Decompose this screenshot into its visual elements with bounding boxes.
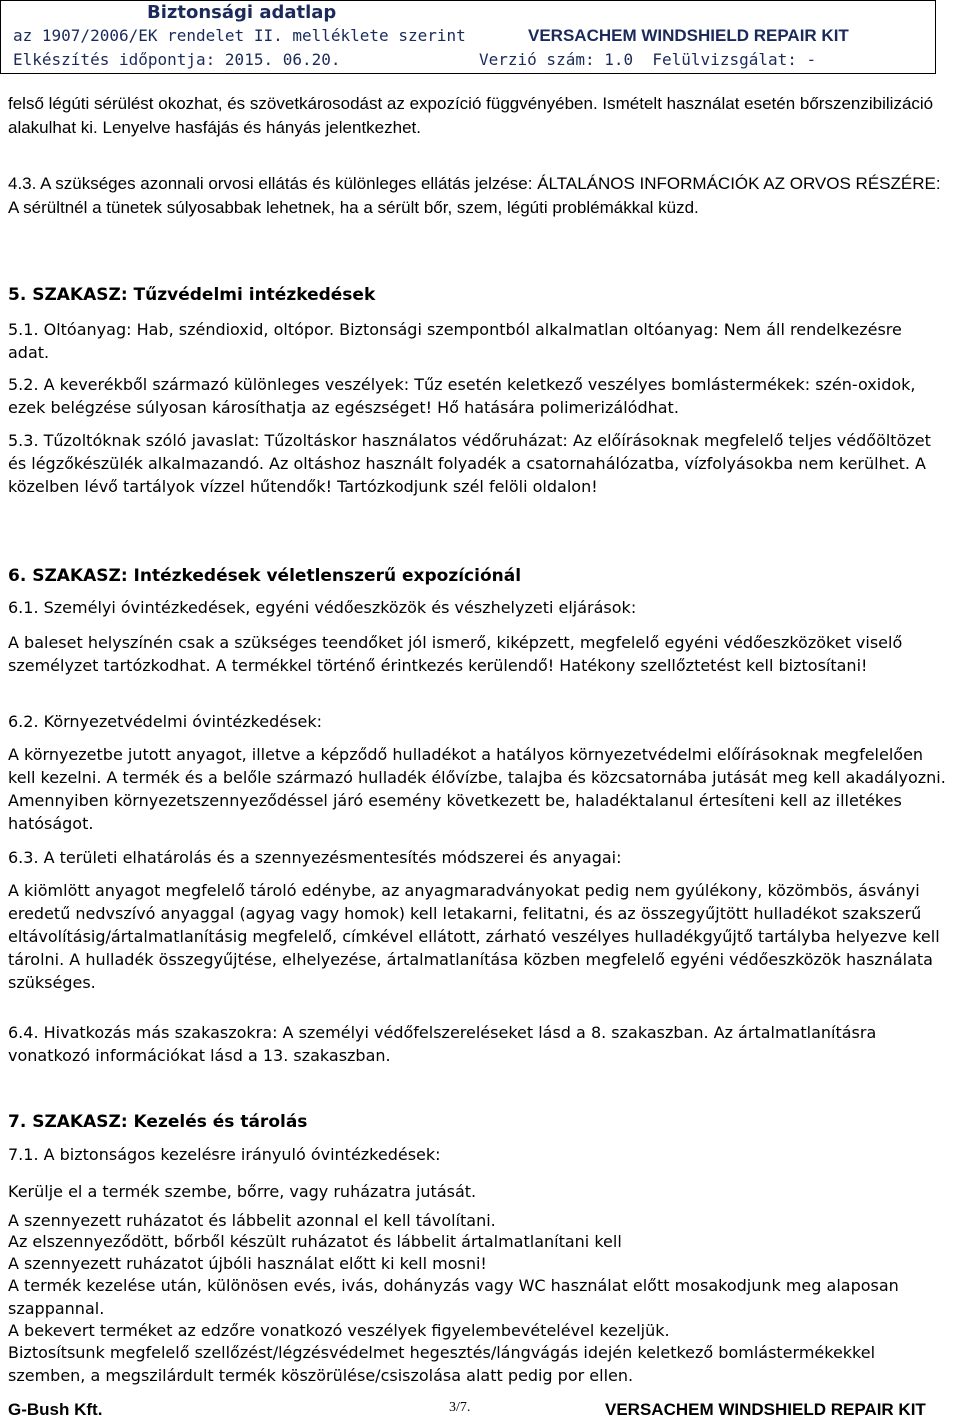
paragraph-7-1-a: Kerülje el a termék szembe, bőrre, vagy ruházatra jutását. [8,1182,477,1201]
paragraph-4-3: 4.3. A szükséges azonnali orvosi ellátás és különleges ellátás jelzése: ÁLTALÁNOS INFORMÁCIÓK AZ ORVOS RÉSZÉRE: A sérültnél a tünetek súlyosabbak lehetnek, ha a sérült bőr, szem, légúti problémákkal küzd. [8,174,941,217]
product-name: VERSACHEM WINDSHIELD REPAIR KIT [528,26,849,45]
paragraph-5-2: 5.2. A keverékből származó különleges veszélyek: Tűz esetén keletkező veszélyes bomlástermékek: szén-oxidok, ezek belégzése súlyosan károsíthatja az egészséget! Hő hatására polimerizálódhat. [8,375,916,417]
paragraph-6-1: 6.1. Személyi óvintézkedések, egyéni védőeszközök és vészhelyzeti eljárások: [8,598,637,617]
paragraph-7-1: 7.1. A biztonságos kezelésre irányuló óvintézkedések: [8,1145,441,1164]
document-header [0,0,936,74]
paragraph-7-1-b: A szennyezett ruházatot és lábbelit azonnal el kell távolítani. [8,1211,496,1230]
paragraph-7-1-e: A termék kezelése után, különösen evés, ivás, dohányzás vagy WC használat előtt mosakodjunk meg alaposan szappannal. [8,1276,899,1318]
paragraph-4-2-cont: felső légúti sérülést okozhat, és szövetkárosodást az expozíció függvényében. Ismételt használat esetén bőrszenzibilizáció alakulhat ki. Lenyelve hasfájás és hányás jelentkezhet. [8,94,934,137]
paragraph-6-2-body: A környezetbe jutott anyagot, illetve a képződő hulladékot a hatályos környezetvédelmi előírásoknak megfelelően kell kezelni. A termék és a belőle származó hulladék élővízbe, talajba és közcsatornába jutását meg kell akadályozni. Amennyiben környezetszennyeződéssel járó esemény következett be, haladéktalanul értesíteni kell az illetékes hatóságot. [8,745,946,833]
paragraph-7-1-f: A bekevert terméket az edzőre vonatkozó veszélyek figyelembevételével kezeljük. [8,1321,670,1340]
paragraph-6-4: 6.4. Hivatkozás más szakaszokra: A személyi védőfelszereléseket lásd a 8. szakaszban. Az ártalmatlanításra vonatkozó információkat lásd a 13. szakaszban. [8,1023,877,1065]
footer-company: G-Bush Kft. [8,1400,103,1419]
footer-product: VERSACHEM WINDSHIELD REPAIR KIT [605,1400,926,1419]
paragraph-5-1: 5.1. Oltóanyag: Hab, széndioxid, oltópor. Biztonsági szempontból alkalmatlan oltóanyag: Nem áll rendelkezésre adat. [8,320,902,362]
version-info: Verzió szám: 1.0 Felülvizsgálat: - [479,50,817,69]
paragraph-7-1-d: A szennyezett ruházatot újbóli használat előtt ki kell mosni! [8,1254,487,1273]
paragraph-5-3: 5.3. Tűzoltóknak szóló javaslat: Tűzoltáskor használatos védőruházat: Az előírásoknak megfelelő teljes védőöltözet és légzőkészülék alkalmazandó. Az oltáshoz használt folyadék a csatornahálózatba, vízfolyásokba nem kerülhet. A közelben lévő tartályok vízzel hűtendők! Tartózkodjunk szél felöli oldalon! [8,431,931,496]
paragraph-6-1-body: A baleset helyszínén csak a szükséges teendőket jól ismerő, kiképzett, megfelelő egyéni védőeszközöket viselő személyzet tartózkodhat. A termékkel történő érintkezés kerülendő! Hatékony szellőztetést kell biztosítani! [8,633,903,675]
sheet-title: Biztonsági adatlap [147,2,337,23]
section-7-heading: 7. SZAKASZ: Kezelés és tárolás [8,1112,308,1132]
section-5-heading: 5. SZAKASZ: Tűzvédelmi intézkedések [8,285,376,305]
paragraph-7-1-g: Biztosítsunk megfelelő szellőzést/légzésvédelmet hegesztés/lángvágás idején keletkező bomlástermékekkel szemben, a megszilárdult termék köszörülése/csiszolása alatt pedig por ellen. [8,1343,876,1385]
paragraph-7-1-c: Az elszennyeződött, bőrből készült ruházatot és lábbelit ártalmatlanítani kell [8,1232,622,1251]
paragraph-6-3-body: A kiömlött anyagot megfelelő tároló edénybe, az anyagmaradványokat pedig nem gyúlékony, közömbös, ásványi eredetű nedvszívó anyaggal (agyag vagy homok) kell letakarni, felitatni, és az összegyűjtött hulladékot szakszerű eltávolításig/ártalmatlanításig megfelelő, címkével ellátott, zárható veszélyes hulladékgyűjtő tartályba helyezve kell tárolni. A hulladék összegyűjtése, elhelyezése, ártalmatlanítása közben megfelelő egyéni védőeszközök használata szükséges. [8,881,940,992]
section-6-heading: 6. SZAKASZ: Intézkedések véletlenszerű expozíciónál [8,566,522,586]
paragraph-6-3: 6.3. A területi elhatárolás és a szennyezésmentesítés módszerei és anyagai: [8,848,622,867]
regulation-reference: az 1907/2006/EK rendelet II. melléklete szerint [13,26,466,45]
footer-page-number: 3/7. [449,1400,471,1415]
paragraph-6-2: 6.2. Környezetvédelmi óvintézkedések: [8,712,322,731]
preparation-date: Elkészítés időpontja: 2015. 06.20. [13,50,341,69]
